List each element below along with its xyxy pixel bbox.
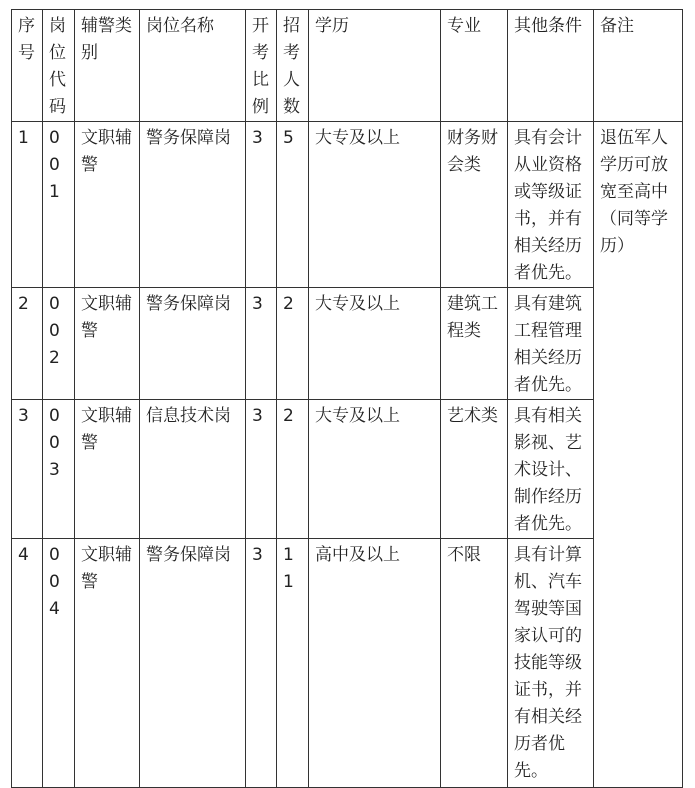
header-count: 招考人数 bbox=[277, 10, 309, 122]
cell-ratio: 3 bbox=[246, 288, 277, 400]
cell-seq: 1 bbox=[12, 122, 43, 288]
header-conditions: 其他条件 bbox=[508, 10, 594, 122]
cell-count: 2 bbox=[277, 400, 309, 539]
cell-major: 艺术类 bbox=[441, 400, 508, 539]
cell-education: 大专及以上 bbox=[309, 122, 441, 288]
header-post: 岗位名称 bbox=[140, 10, 246, 122]
cell-code: 004 bbox=[43, 539, 75, 788]
recruitment-table bbox=[11, 9, 683, 788]
cell-category: 文职辅警 bbox=[75, 539, 140, 788]
header-category: 辅警类别 bbox=[75, 10, 140, 122]
header-code: 岗位代码 bbox=[43, 10, 75, 122]
header-seq: 序号 bbox=[12, 10, 43, 122]
table-row bbox=[12, 288, 683, 400]
cell-code: 003 bbox=[43, 400, 75, 539]
cell-ratio: 3 bbox=[246, 122, 277, 288]
cell-major: 财务财会类 bbox=[441, 122, 508, 288]
table-row bbox=[12, 400, 683, 539]
table-row bbox=[12, 122, 683, 288]
cell-major: 不限 bbox=[441, 539, 508, 788]
cell-seq: 2 bbox=[12, 288, 43, 400]
cell-count: 2 bbox=[277, 288, 309, 400]
cell-code: 002 bbox=[43, 288, 75, 400]
cell-conditions: 具有计算机、汽车驾驶等国家认可的技能等级证书，并有相关经历者优先。 bbox=[508, 539, 594, 788]
cell-education: 大专及以上 bbox=[309, 400, 441, 539]
cell-conditions: 具有相关影视、艺术设计、制作经历者优先。 bbox=[508, 400, 594, 539]
cell-remarks: 退伍军人学历可放宽至高中（同等学历） bbox=[594, 122, 683, 788]
cell-seq: 4 bbox=[12, 539, 43, 788]
cell-seq: 3 bbox=[12, 400, 43, 539]
cell-education: 高中及以上 bbox=[309, 539, 441, 788]
header-education: 学历 bbox=[309, 10, 441, 122]
cell-conditions: 具有会计从业资格或等级证书，并有相关经历者优先。 bbox=[508, 122, 594, 288]
cell-ratio: 3 bbox=[246, 539, 277, 788]
cell-code: 001 bbox=[43, 122, 75, 288]
cell-post: 警务保障岗 bbox=[140, 288, 246, 400]
header-remarks: 备注 bbox=[594, 10, 683, 122]
cell-category: 文职辅警 bbox=[75, 400, 140, 539]
cell-conditions: 具有建筑工程管理相关经历者优先。 bbox=[508, 288, 594, 400]
cell-ratio: 3 bbox=[246, 400, 277, 539]
cell-count: 5 bbox=[277, 122, 309, 288]
header-ratio: 开考比例 bbox=[246, 10, 277, 122]
cell-count: 11 bbox=[277, 539, 309, 788]
table-row bbox=[12, 539, 683, 788]
cell-post: 警务保障岗 bbox=[140, 122, 246, 288]
cell-post: 警务保障岗 bbox=[140, 539, 246, 788]
cell-category: 文职辅警 bbox=[75, 122, 140, 288]
cell-education: 大专及以上 bbox=[309, 288, 441, 400]
cell-post: 信息技术岗 bbox=[140, 400, 246, 539]
cell-category: 文职辅警 bbox=[75, 288, 140, 400]
header-major: 专业 bbox=[441, 10, 508, 122]
cell-major: 建筑工程类 bbox=[441, 288, 508, 400]
table-header-row bbox=[12, 10, 683, 122]
